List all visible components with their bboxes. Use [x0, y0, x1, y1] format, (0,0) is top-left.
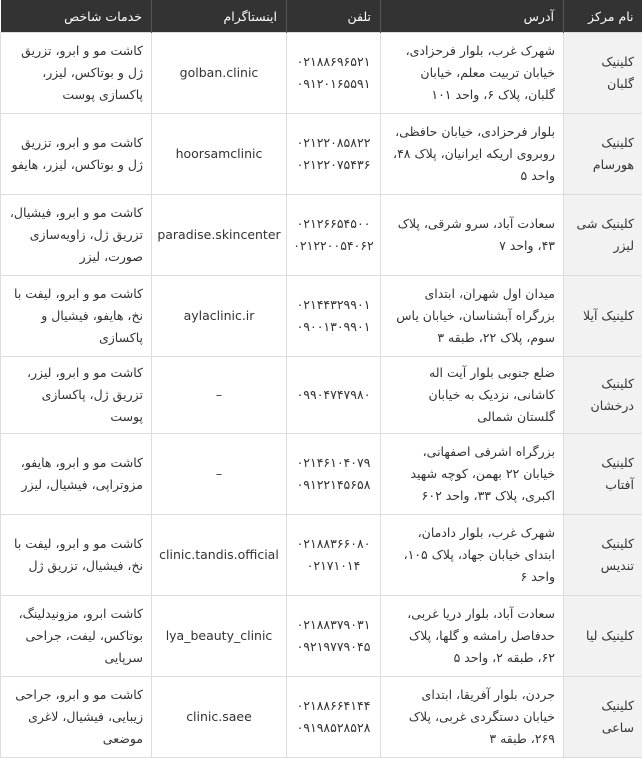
phone-number: ۰۲۱۲۶۶۵۴۵۰۰ [291, 213, 376, 235]
clinic-name: کلینیک آیلا [564, 276, 642, 357]
table-row [1, 677, 642, 758]
clinic-services: کاشت مو و ابرو، لیزر، تزریق ژل، پاکسازی پوست [1, 357, 152, 434]
clinic-phone [287, 195, 381, 276]
table-row [1, 33, 642, 114]
table-row [1, 276, 642, 357]
clinic-phone [287, 434, 381, 515]
clinic-services: کاشت مو و ابرو، لیفت با نخ، هایفو، فیشیال و پاکسازی [1, 276, 152, 357]
phone-number: ۰۹۱۲۲۱۴۵۶۵۸ [291, 474, 376, 496]
clinic-address: سعادت آباد، سرو شرقی، پلاک ۴۳، واحد ۷ [381, 195, 564, 276]
clinic-instagram: – [152, 434, 287, 515]
clinic-phone [287, 515, 381, 596]
clinic-instagram: lya_beauty_clinic [152, 596, 287, 677]
phone-number: ۰۹۱۹۸۵۲۸۵۲۸ [291, 717, 376, 739]
clinic-address: شهرک غرب، بلوار فرحزادی، خیابان تربیت معلم، خیابان گلبان، پلاک ۶، واحد ۱۰۱ [381, 33, 564, 114]
clinic-instagram: clinic.tandis.official [152, 515, 287, 596]
clinic-instagram: paradise.skincenter [152, 195, 287, 276]
clinic-services: کاشت مو و ابرو، تزریق ژل و بوتاکس، لیزر، پاکسازی پوست [1, 33, 152, 114]
phone-number: ۰۲۱۲۲۰۷۵۴۳۶ [291, 154, 376, 176]
phone-number: ۰۹۱۲۰۱۶۵۵۹۱ [291, 73, 376, 95]
phone-number: ۰۲۱۸۸۶۹۶۵۲۱ [291, 51, 376, 73]
clinic-name: کلینیک شی لیزر [564, 195, 642, 276]
phone-number: ۰۲۱۲۲۰۸۵۸۲۲ [291, 132, 376, 154]
phone-number: ۰۲۱۴۴۳۲۹۹۰۱ [291, 294, 376, 316]
table-row [1, 515, 642, 596]
clinic-address: بلوار فرحزادی، خیابان حافظی، روبروی اریکه ایرانیان، پلاک ۴۸، واحد ۵ [381, 114, 564, 195]
clinic-phone [287, 596, 381, 677]
clinic-services: کاشت مو و ابرو، جراحی زیبایی، فیشیال، لاغری موضعی [1, 677, 152, 758]
header-phone: تلفن [287, 0, 381, 33]
phone-number: ۰۲۱۸۸۳۷۹۰۳۱ [291, 614, 376, 636]
clinic-services: کاشت مو و ابرو، لیفت با نخ، فیشیال، تزریق ژل [1, 515, 152, 596]
clinic-phone [287, 276, 381, 357]
table-body [1, 33, 642, 758]
clinic-address: شهرک غرب، بلوار دادمان، ابتدای خیابان جهاد، پلاک ۱۰۵، واحد ۶ [381, 515, 564, 596]
clinic-phone [287, 677, 381, 758]
phone-number: ۰۲۱۲۲۰۰۵۴۰۶۲ [291, 235, 376, 257]
clinic-instagram: clinic.saee [152, 677, 287, 758]
phone-number: ۰۲۱۸۸۳۶۶۰۸۰ [291, 533, 376, 555]
clinic-name: کلینیک درخشان [564, 357, 642, 434]
phone-number: ۰۲۱۷۱۰۱۴ [291, 555, 376, 577]
clinic-phone [287, 33, 381, 114]
clinic-instagram: hoorsamclinic [152, 114, 287, 195]
clinic-services: کاشت مو و ابرو، هایفو، مزوتراپی، فیشیال، لیزر [1, 434, 152, 515]
clinic-name: کلینیک تندیس [564, 515, 642, 596]
clinic-phone [287, 114, 381, 195]
clinic-name: کلینیک ساعی [564, 677, 642, 758]
header-services: خدمات شاخص [1, 0, 152, 33]
table-header [1, 0, 642, 33]
table-row [1, 195, 642, 276]
phone-number: ۰۲۱۴۶۱۰۴۰۷۹ [291, 452, 376, 474]
clinic-address: ضلع جنوبی بلوار آیت اله کاشانی، نزدیک به خیابان گلستان شمالی [381, 357, 564, 434]
clinic-services: کاشت مو و ابرو، تزریق ژل و بوتاکس، لیزر، هایفو [1, 114, 152, 195]
clinic-instagram: aylaclinic.ir [152, 276, 287, 357]
phone-number: ۰۹۹۰۴۷۴۷۹۸۰ [291, 384, 376, 406]
clinic-services: کاشت مو و ابرو، فیشیال، تزریق ژل، زاویه‌سازی صورت، لیزر [1, 195, 152, 276]
clinic-name: کلینیک هورسام [564, 114, 642, 195]
phone-number: ۰۹۰۰۱۳۰۹۹۰۱ [291, 316, 376, 338]
clinic-services: کاشت ابرو، مزونیدلینگ، بوتاکس، لیفت، جراحی سرپایی [1, 596, 152, 677]
clinic-address: سعادت آباد، بلوار دریا غربی، حدفاصل رامشه و گلها، پلاک ۶۲، طبقه ۲، واحد ۵ [381, 596, 564, 677]
clinic-name: کلینیک گلبان [564, 33, 642, 114]
header-instagram: اینستاگرام [152, 0, 287, 33]
table-row [1, 357, 642, 434]
phone-number: ۰۲۱۸۸۶۶۴۱۴۴ [291, 695, 376, 717]
table-row [1, 434, 642, 515]
header-row [1, 0, 642, 33]
phone-number: ۰۹۲۱۹۷۷۹۰۴۵ [291, 636, 376, 658]
clinic-name: کلینیک آفتاب [564, 434, 642, 515]
clinic-instagram: – [152, 357, 287, 434]
clinic-instagram: golban.clinic [152, 33, 287, 114]
header-address: آدرس [381, 0, 564, 33]
table-row [1, 596, 642, 677]
clinic-phone [287, 357, 381, 434]
table-row [1, 114, 642, 195]
clinic-address: جردن، بلوار آفریقا، ابتدای خیابان دستگردی غربی، پلاک ۲۶۹، طبقه ۳ [381, 677, 564, 758]
clinic-name: کلینیک لیا [564, 596, 642, 677]
clinic-address: بزرگراه اشرفی اصفهانی، خیابان ۲۲ بهمن، کوچه شهید اکبری، پلاک ۳۳، واحد ۶۰۲ [381, 434, 564, 515]
clinic-address: میدان اول شهران، ابتدای بزرگراه آبشناسان، خیابان یاس سوم، پلاک ۲۲، طبقه ۳ [381, 276, 564, 357]
header-name: نام مرکز [564, 0, 642, 33]
